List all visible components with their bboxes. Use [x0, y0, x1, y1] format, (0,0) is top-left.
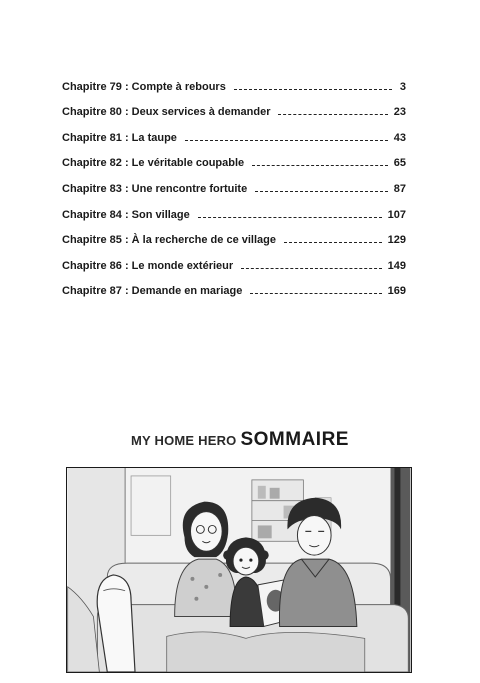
toc-entry-page: 169 [387, 285, 406, 298]
toc-entry [62, 169, 406, 195]
table-of-contents [62, 67, 406, 297]
toc-entry-page: 129 [387, 234, 406, 247]
dot-leader [250, 293, 381, 294]
toc-entry-title: Chapitre 84 : Son village [62, 208, 190, 221]
toc-entry-title: Chapitre 83 : Une rencontre fortuite [62, 182, 248, 195]
toc-entry-title: Chapitre 86 : Le monde extérieur [62, 259, 234, 272]
toc-entry [62, 67, 406, 93]
dot-leader [198, 217, 382, 218]
contents-heading [0, 429, 480, 451]
family-on-sofa-illustration [67, 468, 411, 672]
toc-entry [62, 246, 406, 272]
toc-entry-page: 87 [393, 182, 406, 195]
toc-entry-page: 3 [399, 80, 406, 93]
toc-entry-title: Chapitre 79 : Compte à rebours [62, 80, 226, 93]
toc-entry [62, 221, 406, 247]
dot-leader [278, 114, 387, 115]
series-title: MY HOME HERO [131, 433, 237, 448]
toc-entry [62, 272, 406, 298]
dot-leader [252, 165, 388, 166]
dot-leader [185, 140, 388, 141]
dot-leader [241, 268, 381, 269]
toc-entry-title: Chapitre 80 : Deux services à demander [62, 106, 271, 119]
toc-entry [62, 195, 406, 221]
toc-entry-title: Chapitre 85 : À la recherche de ce village [62, 234, 276, 247]
toc-entry-title: Chapitre 87 : Demande en mariage [62, 285, 243, 298]
toc-entry-page: 43 [393, 131, 406, 144]
toc-entry-title: Chapitre 82 : Le véritable coupable [62, 157, 245, 170]
toc-entry-page: 23 [393, 106, 406, 119]
toc-entry-title: Chapitre 81 : La taupe [62, 131, 177, 144]
contents-word: SOMMAIRE [240, 429, 349, 450]
toc-entry [62, 93, 406, 119]
toc-entry [62, 144, 406, 170]
dot-leader [284, 242, 382, 243]
toc-entry-page: 65 [393, 157, 406, 170]
toc-entry-page: 107 [387, 208, 406, 221]
toc-entry [62, 118, 406, 144]
dot-leader [234, 89, 392, 90]
toc-entry-page: 149 [387, 259, 406, 272]
manga-illustration [66, 467, 412, 673]
dot-leader [255, 191, 388, 192]
